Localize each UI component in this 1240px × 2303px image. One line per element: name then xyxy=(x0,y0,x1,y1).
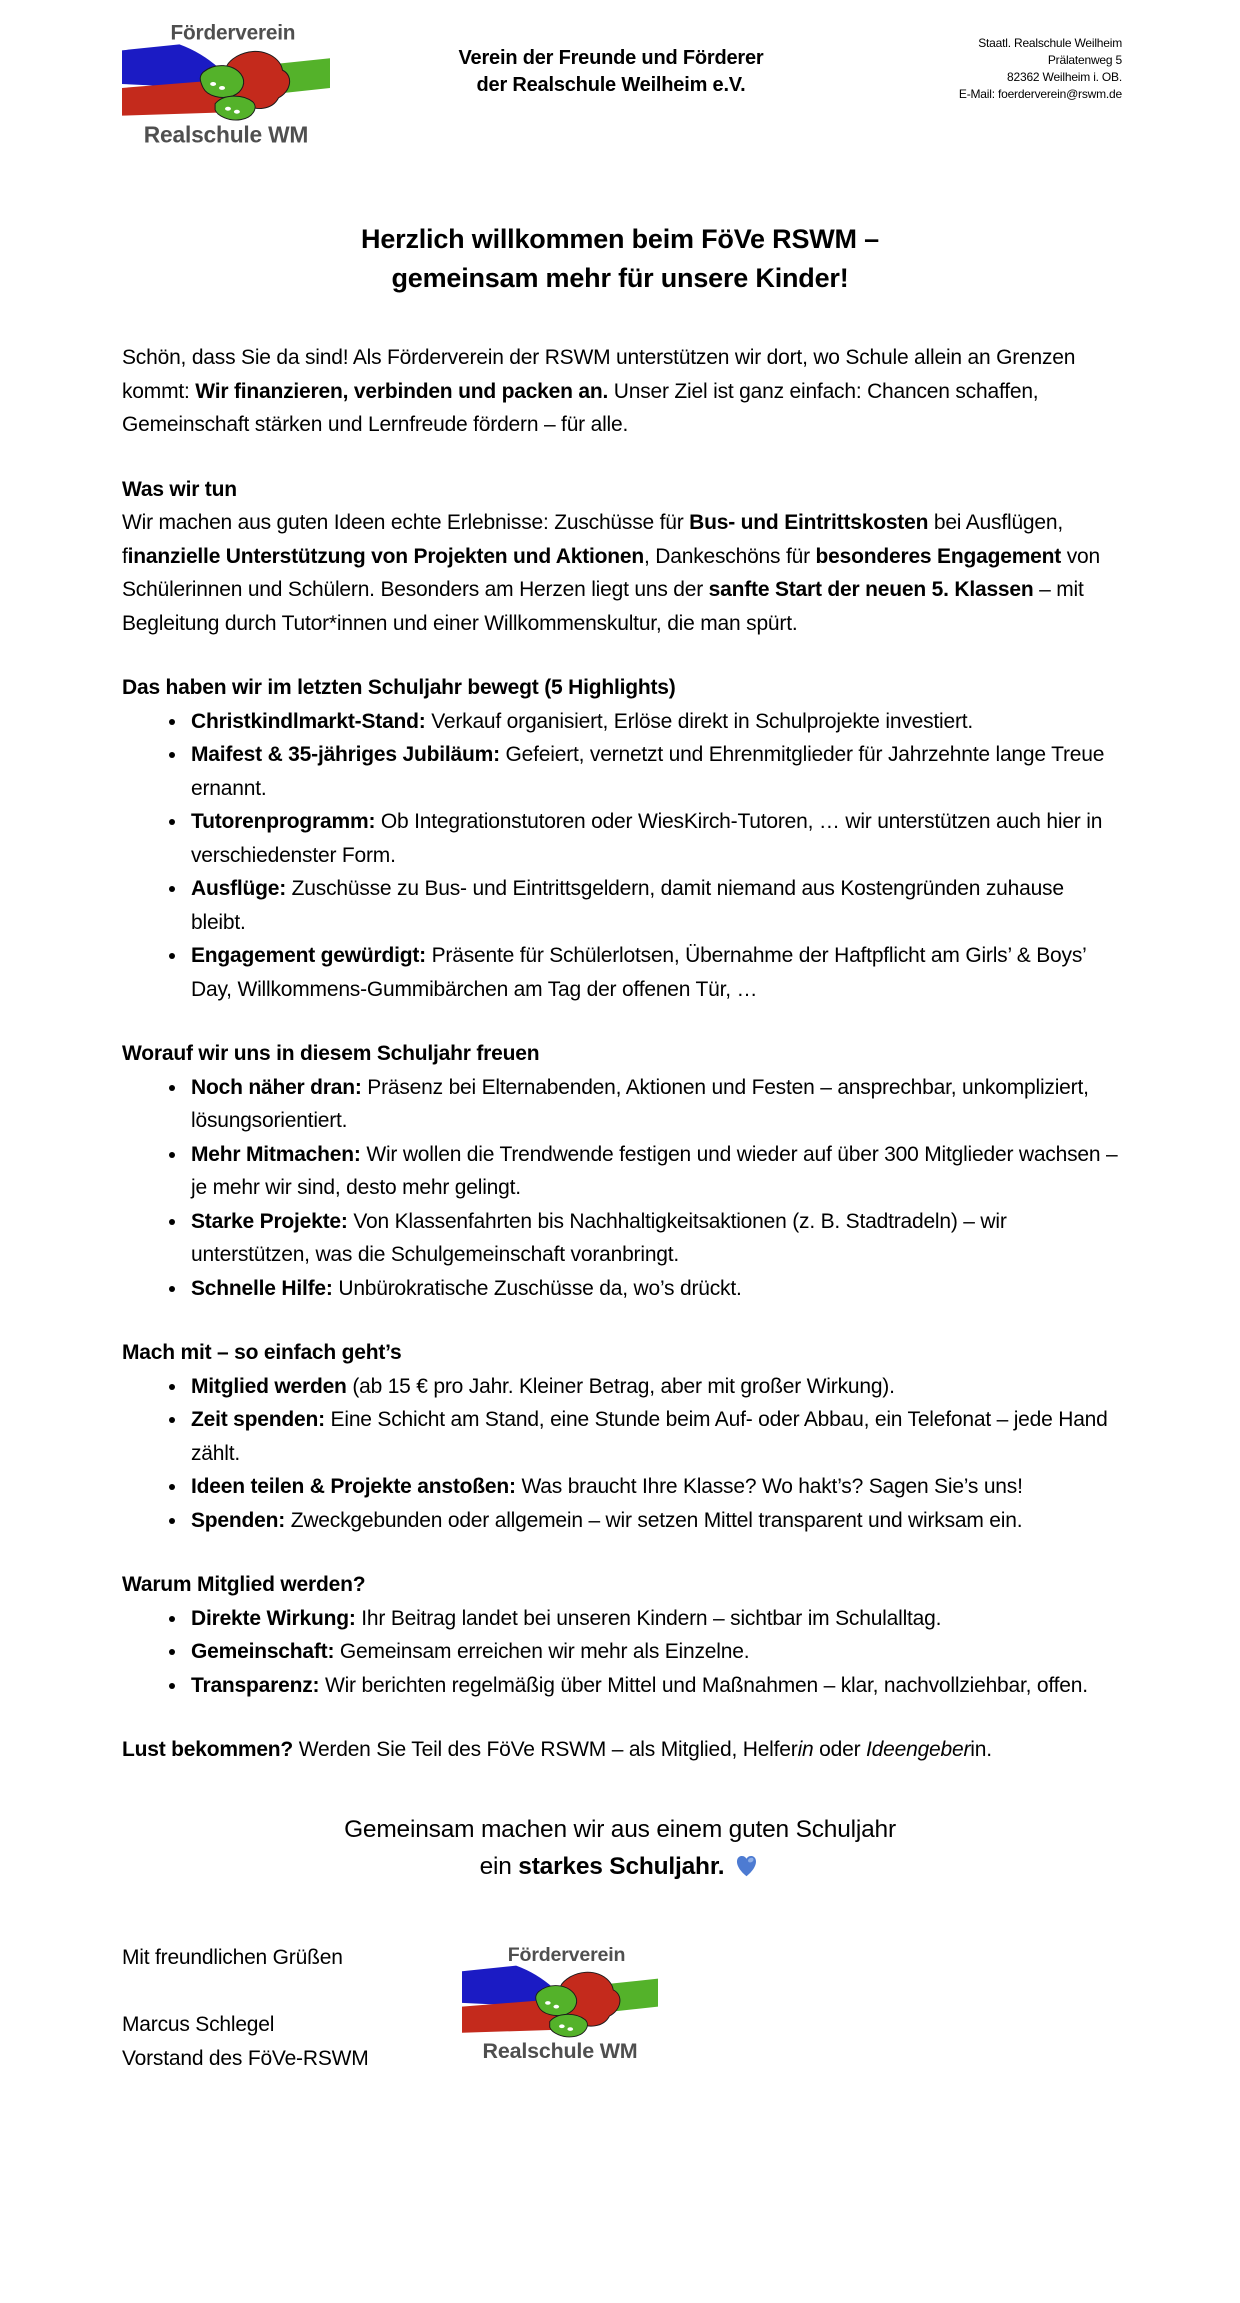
bold-text: Zeit spenden: xyxy=(191,1408,325,1431)
bullet-item xyxy=(188,1669,1122,1703)
bold-text: Noch näher dran: xyxy=(191,1075,362,1099)
text-run: Wir wollen die Trendwende festigen und wieder auf über 300 Mitglieder wachsen – je mehr wir sind, desto mehr gelingt. xyxy=(191,1142,1118,1199)
letter-body xyxy=(0,341,1240,1767)
italic-text: in xyxy=(797,1738,814,1761)
blue-heart-icon xyxy=(733,1853,760,1878)
org-title xyxy=(330,18,892,99)
bold-text: starkes Schuljahr. xyxy=(518,1852,725,1880)
letterhead xyxy=(0,0,1240,148)
bullet-item xyxy=(188,1138,1122,1205)
bold-text: Wir finanzieren, verbinden und packen an. xyxy=(195,379,609,403)
text-run: Unbürokratische Zuschüsse da, wo’s drückt. xyxy=(332,1276,742,1300)
bold-text: Spenden: xyxy=(191,1508,286,1532)
bold-text: Ausflüge: xyxy=(191,877,287,900)
text-run: Unser Ziel ist ganz einfach: Chancen schaffen, Gemeinschaft stärken und Lernfreude fördern – für alle. xyxy=(122,379,1039,436)
bullet-list xyxy=(122,1370,1122,1538)
bullet-item xyxy=(188,1504,1122,1538)
bold-text: Tutorenprogramm: xyxy=(191,810,376,833)
outro-paragraph xyxy=(122,1733,1122,1767)
address-line: Staatl. Realschule Weilheim xyxy=(978,36,1122,50)
bold-text: Transparenz: xyxy=(191,1673,320,1697)
section-heading: Mach mit – so einfach geht’s xyxy=(122,1341,402,1364)
bullet-item xyxy=(188,872,1122,939)
bold-text: Lust bekommen? xyxy=(122,1738,294,1761)
text-run: Präsenz bei Elternabenden, Aktionen und Festen – ansprechbar, unkompliziert, lösungsorientiert. xyxy=(191,1075,1089,1132)
content-section xyxy=(122,1336,1122,1537)
address-line: E-Mail: foerderverein@rswm.de xyxy=(958,87,1122,101)
content-section xyxy=(122,473,1122,641)
text-run: Zuschüsse zu Bus- und Eintrittsgeldern, damit niemand aus Kostengründen zuhause bleibt. xyxy=(191,877,1064,934)
text-run: , Dankeschöns für xyxy=(644,544,816,568)
page-title-line-2: gemeinsam mehr für unsere Kinder! xyxy=(391,263,849,293)
bullet-item xyxy=(188,738,1122,805)
closing-statement xyxy=(0,1811,1240,1885)
green-hand-shape xyxy=(200,66,243,98)
bold-text: Ideen teilen & Projekte anstoßen: xyxy=(191,1475,516,1498)
bold-text: sanfte Start der neuen 5. Klassen xyxy=(708,578,1034,601)
bold-text: besonderes Engagement xyxy=(815,544,1062,568)
bullet-list xyxy=(122,1071,1122,1306)
content-section xyxy=(122,671,1122,1006)
text-run: Von Klassenfahrten bis Nachhaltigkeitsaktionen (z. B. Stadtradeln) – wir unterstützen, was die Schulgemeinschaft voranbringt. xyxy=(191,1209,1007,1266)
text-run: Zweckgebunden oder allgemein – wir setzen Mittel transparent und wirksam ein. xyxy=(285,1508,1023,1532)
text-run: Gefeiert, vernetzt und Ehrenmitglieder für Jahrzehnte lange Treue ernannt. xyxy=(191,743,1105,800)
text-run: Eine Schicht am Stand, eine Stunde beim Auf- oder Abbau, ein Telefonat – jede Hand zählt. xyxy=(191,1408,1108,1465)
bold-text: Bus- und Eintrittskosten xyxy=(689,511,929,534)
bold-text: Mehr Mitmachen: xyxy=(191,1142,361,1166)
bold-text: Mitglied werden xyxy=(191,1374,347,1398)
text-run: Schön, dass Sie da sind! Als Förderverein der RSWM unterstützen wir dort, wo Schule allein an Grenzen kommt: xyxy=(122,346,1076,403)
bold-text: Starke Projekte: xyxy=(191,1209,348,1233)
text-run: Gemeinsam erreichen wir mehr als Einzelne. xyxy=(334,1640,750,1663)
address-line: 82362 Weilheim i. OB. xyxy=(1007,70,1122,84)
org-title-line-1: Verein der Freunde und Förderer xyxy=(458,47,764,69)
text-run: Wir berichten regelmäßig über Mittel und Maßnahmen – klar, nachvollziehbar, offen. xyxy=(319,1673,1088,1697)
italic-text: Ideengeber xyxy=(866,1738,971,1761)
org-title-line-2: der Realschule Weilheim e.V. xyxy=(476,74,746,96)
text-run: Ob Integrationstutoren oder WiesKirch-Tutoren, … wir unterstützen auch hier in verschiedenster Form. xyxy=(191,810,1103,867)
bold-text: Christkindlmarkt-Stand: xyxy=(191,709,426,733)
content-section xyxy=(122,1037,1122,1305)
signature-block xyxy=(122,1941,462,2076)
text-run: – mit Begleitung durch Tutor*innen und einer Willkommenskultur, die man spürt. xyxy=(122,578,1084,635)
org-logo-footer xyxy=(462,1941,658,2063)
bullet-item xyxy=(188,1403,1122,1470)
signature-name: Marcus Schlegel xyxy=(122,2013,275,2036)
bullet-item xyxy=(188,1272,1122,1306)
handshake-logo-graphic xyxy=(462,1941,658,2063)
text-run: Verkauf organisiert, Erlöse direkt in Schulprojekte investiert. xyxy=(425,709,974,733)
section-heading: Warum Mitglied werden? xyxy=(122,1573,366,1596)
signature-spacer xyxy=(122,1974,462,2008)
bullet-item xyxy=(188,1370,1122,1404)
text-run: in. xyxy=(970,1738,992,1761)
text-run: (ab 15 € pro Jahr. Kleiner Betrag, aber mit großer Wirkung). xyxy=(346,1374,895,1398)
bold-text: Gemeinschaft: xyxy=(191,1640,335,1663)
sections-container xyxy=(122,473,1122,1703)
closing-line-2-text xyxy=(480,1853,725,1880)
bold-text: Direkte Wirkung: xyxy=(191,1606,356,1630)
text-run: Präsente für Schülerlotsen, Übernahme der Haftpflicht am Girls’ & Boys’ Day, Willkommens-Gummibärchen am Tag der offenen Tür, … xyxy=(191,944,1086,1001)
org-logo xyxy=(122,18,330,148)
bold-text: Schnelle Hilfe: xyxy=(191,1276,333,1300)
closing-line-1: Gemeinsam machen wir aus einem guten Schuljahr xyxy=(344,1815,896,1843)
logo-bottom-label: Realschule WM xyxy=(143,121,309,148)
logo-top-label: Förderverein xyxy=(170,21,296,45)
text-run: Ihr Beitrag landet bei unseren Kindern – sichtbar im Schulalltag. xyxy=(355,1606,942,1630)
bullet-list xyxy=(122,1602,1122,1703)
green-hand-lower-shape xyxy=(550,2014,588,2037)
text-run: von Schülerinnen und Schülern. Besonders am Herzen liegt uns der xyxy=(122,544,1100,601)
section-heading: Das haben wir im letzten Schuljahr bewegt (5 Highlights) xyxy=(122,676,676,699)
logo-top-label: Förderverein xyxy=(507,1943,626,1966)
bullet-item xyxy=(188,1470,1122,1504)
text-run: Was braucht Ihre Klasse? Wo hakt’s? Sagen Sie’s uns! xyxy=(515,1475,1023,1498)
address-line: Prälatenweg 5 xyxy=(1047,53,1122,67)
bullet-item xyxy=(188,705,1122,739)
bullet-item xyxy=(188,1205,1122,1272)
closing-line-2 xyxy=(0,1848,1240,1885)
bullet-item xyxy=(188,1602,1122,1636)
text-run: bei Ausflügen, f xyxy=(122,511,1063,568)
text-run: ein xyxy=(479,1852,519,1880)
bold-text: inanzielle Unterstützung von Projekten und Aktionen xyxy=(127,544,645,568)
bold-text: Engagement gewürdigt: xyxy=(191,944,426,967)
signature-greeting: Mit freundlichen Grüßen xyxy=(122,1945,343,1969)
logo-bottom-label: Realschule WM xyxy=(482,2038,638,2063)
green-hand-lower-shape xyxy=(215,96,255,120)
page-title xyxy=(0,220,1240,298)
bullet-list xyxy=(122,705,1122,1007)
signature-row xyxy=(0,1941,1240,2076)
bullet-item xyxy=(188,805,1122,872)
text-run: oder xyxy=(813,1738,867,1761)
text-run: Werden Sie Teil des FöVe RSWM – als Mitglied, Helfer xyxy=(293,1738,798,1761)
content-section xyxy=(122,1568,1122,1702)
org-address xyxy=(892,18,1122,103)
intro-paragraph xyxy=(122,341,1122,442)
section-paragraph xyxy=(122,506,1122,640)
green-hand-shape xyxy=(536,1985,577,2015)
section-heading: Worauf wir uns in diesem Schuljahr freuen xyxy=(122,1042,540,1065)
bold-text: Maifest & 35-jähriges Jubiläum: xyxy=(191,743,500,766)
section-heading: Was wir tun xyxy=(122,477,237,501)
page-title-line-1: Herzlich willkommen beim FöVe RSWM – xyxy=(361,224,879,254)
text-run: Wir machen aus guten Ideen echte Erlebnisse: Zuschüsse für xyxy=(122,511,690,534)
bullet-item xyxy=(188,939,1122,1006)
signature-role: Vorstand des FöVe-RSWM xyxy=(122,2046,369,2070)
bullet-item xyxy=(188,1071,1122,1138)
bullet-item xyxy=(188,1635,1122,1669)
handshake-logo-graphic xyxy=(122,18,330,148)
